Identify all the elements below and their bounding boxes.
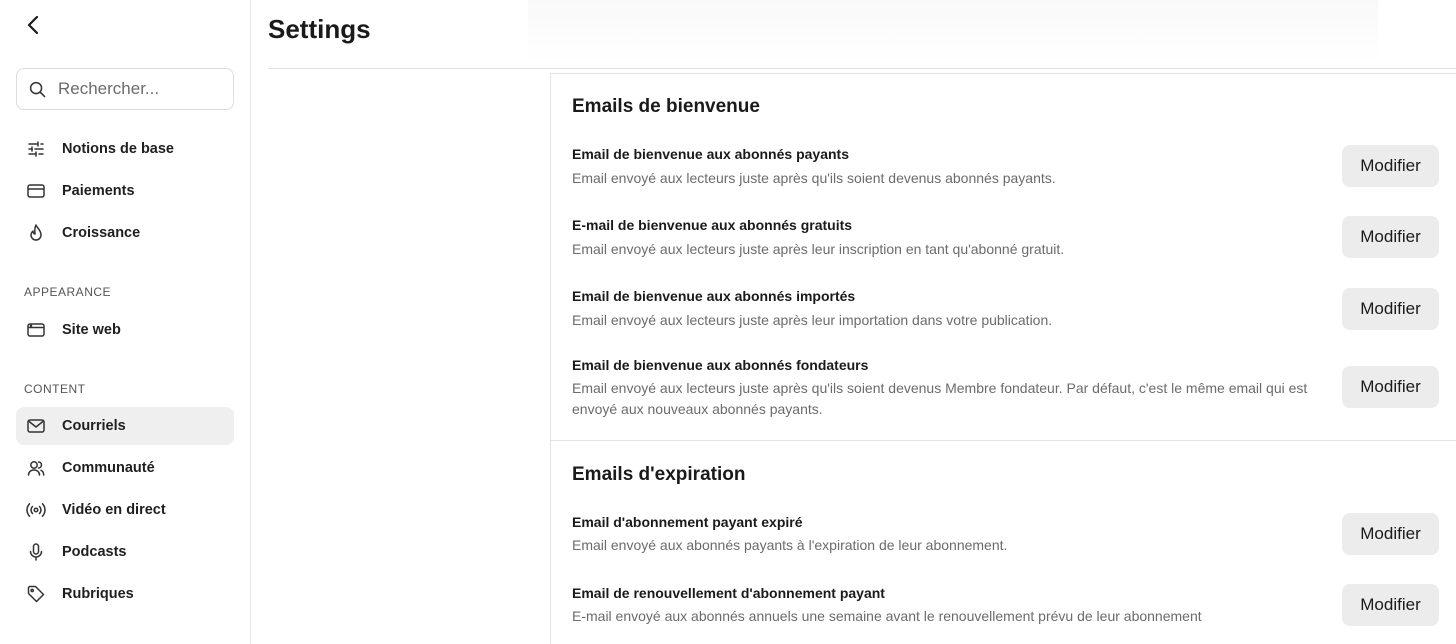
edit-paid-expired-button[interactable]: Modifier [1342, 513, 1439, 555]
mail-icon [26, 416, 46, 436]
edit-imported-welcome-button[interactable]: Modifier [1342, 288, 1439, 330]
row-desc-renewal: E-mail envoyé aux abonnés annuels une semaine avant le renouvellement prévu de leur abonnement [572, 608, 1202, 624]
back-button[interactable] [22, 14, 44, 36]
sidebar-section-content: CONTENT [24, 382, 86, 396]
row-desc-paid-welcome: Email envoyé aux lecteurs juste après qu'ils soient devenus abonnés payants. [572, 170, 1056, 186]
sidebar-item-label: Site web [62, 322, 121, 338]
page-title: Settings [268, 14, 371, 44]
microphone-icon [26, 542, 46, 562]
sidebar-item-label: Vidéo en direct [62, 502, 166, 518]
sidebar-item-label: Paiements [62, 183, 135, 199]
edit-paid-welcome-button[interactable]: Modifier [1342, 145, 1439, 187]
header-background-blur [528, 0, 1378, 64]
row-title-founder-welcome: Email de bienvenue aux abonnés fondateurs [572, 357, 869, 373]
sidebar-item-rubriques[interactable] [16, 575, 234, 613]
search-input[interactable] [58, 79, 208, 99]
sidebar-item-label: Podcasts [62, 544, 127, 560]
row-desc-free-welcome: Email envoyé aux lecteurs juste après leur inscription en tant qu'abonné gratuit. [572, 241, 1065, 257]
sidebar-item-site-web[interactable] [16, 311, 234, 349]
row-title-paid-welcome: Email de bienvenue aux abonnés payants [572, 146, 849, 162]
edit-free-welcome-button[interactable]: Modifier [1342, 216, 1439, 258]
sidebar-item-paiements[interactable] [16, 172, 234, 210]
sidebar-item-label: Rubriques [62, 586, 134, 602]
sidebar-item-label: Notions de base [62, 141, 174, 157]
section-title-expiration: Emails d'expiration [572, 464, 746, 485]
row-title-renewal: Email de renouvellement d'abonnement payant [572, 585, 885, 601]
credit-card-icon [26, 181, 46, 201]
row-desc-imported-welcome: Email envoyé aux lecteurs juste après leur importation dans votre publication. [572, 312, 1053, 328]
row-title-free-welcome: E-mail de bienvenue aux abonnés gratuits [572, 217, 853, 233]
row-desc-founder-welcome: Email envoyé aux lecteurs juste après qu'ils soient devenus Membre fondateur. Par défaut, c'est le même email qui est envoyé aux nouveaux abonnés payants. [572, 380, 1308, 417]
row-title-paid-expired: Email d'abonnement payant expiré [572, 514, 803, 530]
sidebar-item-video-en-direct[interactable] [16, 491, 234, 529]
header-divider [268, 68, 1456, 69]
flame-icon [26, 223, 46, 243]
search-box[interactable] [16, 68, 234, 110]
sidebar-item-label: Croissance [62, 225, 141, 241]
sidebar-item-croissance[interactable] [16, 214, 234, 252]
section-title-welcome: Emails de bienvenue [572, 96, 760, 117]
browser-window-icon [26, 320, 46, 340]
chevron-left-icon [26, 15, 40, 35]
sidebar-section-appearance: APPEARANCE [24, 285, 112, 299]
sidebar-item-label: Communauté [62, 460, 155, 476]
users-icon [26, 458, 46, 478]
settings-sidebar [0, 0, 251, 644]
sidebar-item-communaute[interactable] [16, 449, 234, 487]
broadcast-icon [26, 500, 46, 520]
tag-icon [26, 584, 46, 604]
search-icon [29, 81, 46, 98]
sidebar-item-podcasts[interactable] [16, 533, 234, 571]
sidebar-item-notions-de-base[interactable] [16, 130, 234, 168]
edit-founder-welcome-button[interactable]: Modifier [1342, 366, 1439, 408]
row-title-imported-welcome: Email de bienvenue aux abonnés importés [572, 288, 856, 304]
edit-renewal-button[interactable]: Modifier [1342, 584, 1439, 626]
row-desc-paid-expired: Email envoyé aux abonnés payants à l'expiration de leur abonnement. [572, 537, 1008, 553]
sliders-icon [26, 139, 46, 159]
section-divider [551, 440, 1456, 441]
sidebar-item-courriels[interactable] [16, 407, 234, 445]
sidebar-item-label: Courriels [62, 418, 126, 434]
